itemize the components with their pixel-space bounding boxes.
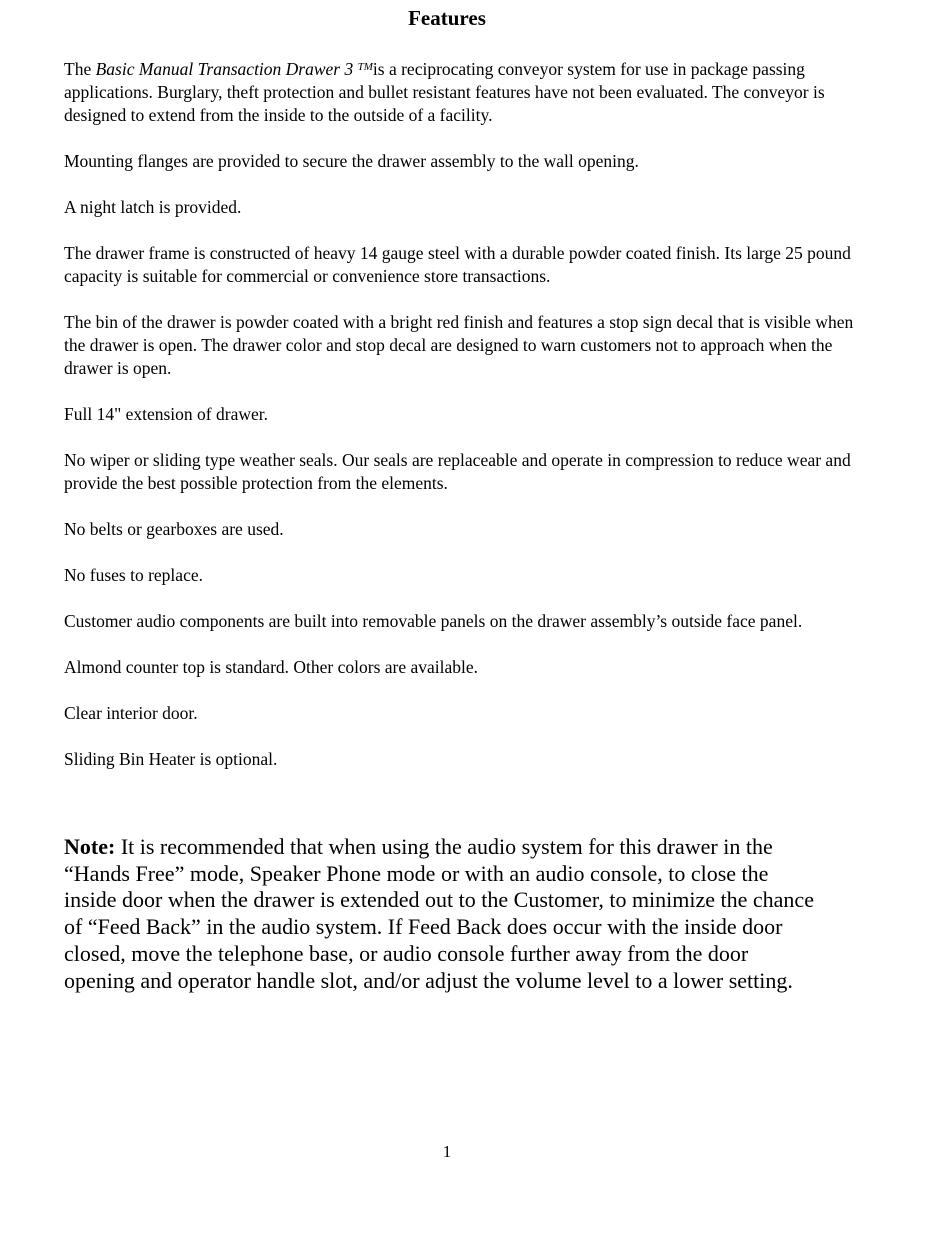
product-name: Basic Manual Transaction Drawer 3 [95, 59, 354, 79]
feature-night-latch: A night latch is provided. [64, 197, 242, 217]
feature-counter-top: Almond counter top is standard. Other colors are available. [64, 657, 479, 677]
note-text: It is recommended that when using the audio system for this drawer in the “Hands Free” mode, Speaker Phone mode or with an audio console, to close the inside door when the drawer is extended out to the Customer, to minimize the chance of “Feed Back” in the audio system. If Feed Back does occur with the inside door closed, move the telephone base, or audio console further away from the door opening and operator handle slot, and/or adjust the volume level to a lower setting. [64, 834, 814, 993]
feature-weather-seals: No wiper or sliding type weather seals. Our seals are replaceable and operate in compression to reduce wear and provide the best possible protection from the elements. [64, 450, 851, 493]
feature-no-belts: No belts or gearboxes are used. [64, 519, 284, 539]
page-number: 1 [442, 1142, 452, 1161]
feature-extension: Full 14" extension of drawer. [64, 404, 268, 424]
feature-drawer-frame: The drawer frame is constructed of heavy 14 gauge steel with a durable powder coated finish. Its large 25 pound capacity is suitable for commercial or convenience store transactions. [64, 243, 851, 286]
intro-paragraph [64, 56, 864, 127]
note-paragraph [64, 834, 824, 994]
feature-mounting-flanges: Mounting flanges are provided to secure the drawer assembly to the wall opening. [64, 151, 639, 171]
note-label: Note: [64, 834, 116, 859]
intro-prefix: The [64, 59, 96, 79]
page-title: Features [408, 6, 486, 30]
intro-text: is a reciprocating conveyor system for use in package passing applications. Burglary, theft protection and bullet resistant features have not been evaluated. The conveyor is designed to extend from the inside to the outside of a facility. [64, 59, 825, 125]
feature-drawer-bin: The bin of the drawer is powder coated with a bright red finish and features a stop sign decal that is visible when the drawer is open. The drawer color and stop decal are designed to warn customers not to approach when the drawer is open. [64, 312, 854, 378]
trademark-symbol: TM [357, 61, 373, 73]
feature-bin-heater: Sliding Bin Heater is optional. [64, 749, 278, 769]
feature-audio-components: Customer audio components are built into removable panels on the drawer assembly’s outside face panel. [64, 611, 803, 631]
feature-interior-door: Clear interior door. [64, 703, 198, 723]
feature-no-fuses: No fuses to replace. [64, 565, 203, 585]
features-list [64, 56, 864, 794]
